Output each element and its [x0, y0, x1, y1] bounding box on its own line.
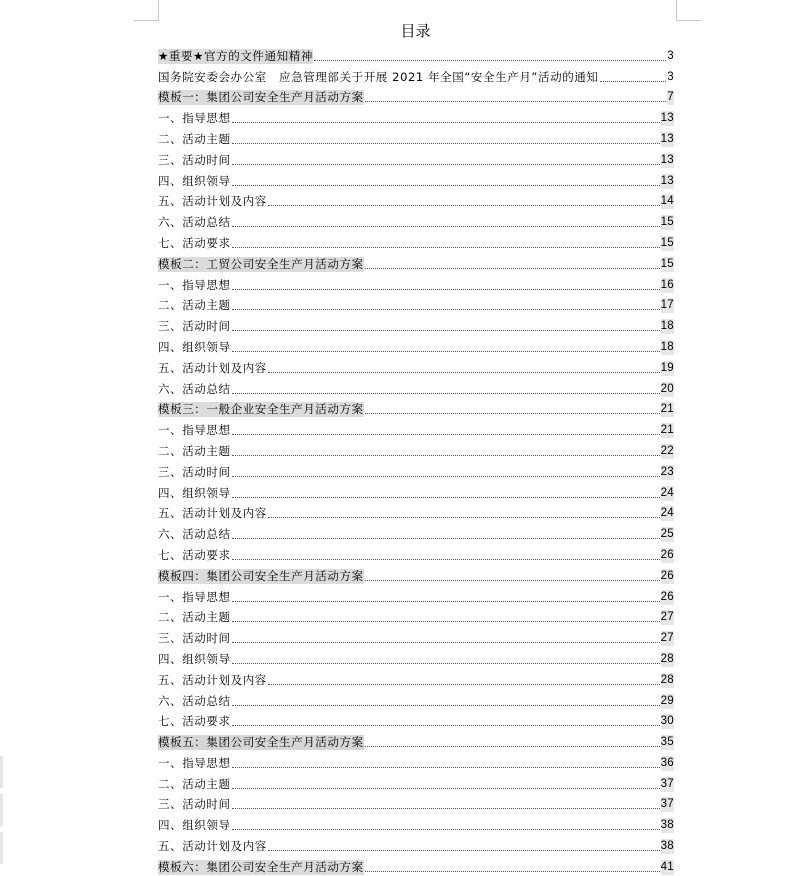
toc-entry[interactable] — [158, 438, 674, 459]
toc-leader-dots — [268, 683, 660, 685]
toc-entry-text: 一、指导思想 — [158, 111, 231, 126]
toc-entry[interactable] — [158, 376, 674, 397]
toc-page-number: 37 — [660, 798, 674, 811]
toc-entry[interactable] — [158, 750, 674, 771]
toc-entry-text: 三、活动时间 — [158, 464, 231, 479]
toc-entry[interactable] — [158, 147, 674, 168]
toc-entry-text: 四、组织领导 — [158, 818, 231, 833]
toc-entry[interactable] — [158, 542, 674, 563]
toc-leader-dots — [232, 807, 660, 809]
toc-entry-text: 四、组织领导 — [158, 173, 231, 188]
toc-page-number: 14 — [660, 195, 674, 208]
toc-page-number: 15 — [660, 216, 674, 229]
toc-page-number: 28 — [660, 652, 674, 665]
toc-entry-text: 五、活动计划及内容 — [158, 194, 267, 209]
toc-leader-dots — [232, 288, 660, 290]
toc-leader-dots — [232, 620, 660, 622]
toc-leader-dots — [268, 371, 660, 373]
toc-page-number: 38 — [660, 840, 674, 853]
toc-entry-text: 四、组织领导 — [158, 485, 231, 500]
toc-page-number: 27 — [660, 632, 674, 645]
toc-entry-text: 六、活动总结 — [158, 381, 231, 396]
toc-entry[interactable] — [158, 521, 674, 542]
toc-title: 目录 — [400, 22, 431, 40]
toc-page-number: 18 — [660, 320, 674, 333]
toc-entry[interactable] — [158, 563, 674, 584]
toc-entry[interactable] — [158, 126, 674, 147]
toc-leader-dots — [232, 766, 660, 768]
toc-leader-dots — [268, 516, 660, 518]
toc-entry[interactable] — [158, 792, 674, 813]
toc-entry[interactable] — [158, 667, 674, 688]
toc-page-number: 25 — [660, 528, 674, 541]
toc-entry-text: 模板三：一般企业安全生产月活动方案 — [158, 402, 364, 417]
toc-page-number: 24 — [660, 507, 674, 520]
toc-leader-dots — [365, 579, 660, 581]
toc-entry-text: 三、活动时间 — [158, 631, 231, 646]
toc-page-number: 28 — [660, 673, 674, 686]
toc-page-number: 29 — [660, 694, 674, 707]
toc-entry[interactable] — [158, 209, 674, 230]
toc-page-number: 22 — [660, 444, 674, 457]
toc-leader-dots — [600, 80, 667, 82]
toc-entry-text: 模板五：集团公司安全生产月活动方案 — [158, 735, 364, 750]
toc-entry-text: 三、活动时间 — [158, 797, 231, 812]
left-edge-marks — [0, 756, 3, 870]
toc-leader-dots — [232, 163, 660, 165]
toc-leader-dots — [268, 204, 660, 206]
toc-page-number: 13 — [660, 153, 674, 166]
toc-page-number: 20 — [660, 382, 674, 395]
toc-leader-dots — [232, 433, 660, 435]
toc-page-number: 13 — [660, 174, 674, 187]
toc-leader-dots — [365, 100, 667, 102]
toc-entry[interactable] — [158, 334, 674, 355]
toc-entry[interactable] — [158, 293, 674, 314]
toc-entry[interactable] — [158, 646, 674, 667]
toc-leader-dots — [365, 870, 660, 872]
toc-entry-text: 七、活动要求 — [158, 235, 231, 250]
toc-leader-dots — [365, 267, 660, 269]
toc-entry[interactable] — [158, 605, 674, 626]
toc-entry[interactable] — [158, 313, 674, 334]
toc-entry-text: 模板一：集团公司安全生产月活动方案 — [158, 90, 364, 105]
toc-entry[interactable] — [158, 501, 674, 522]
toc-page-number: 17 — [660, 299, 674, 312]
toc-leader-dots — [232, 600, 660, 602]
toc-entry[interactable] — [158, 168, 674, 189]
toc-page-number: 26 — [660, 569, 674, 582]
toc-leader-dots — [232, 704, 660, 706]
crop-mark-top-left — [134, 0, 159, 21]
toc-page-number: 41 — [660, 860, 674, 873]
toc-page-number: 36 — [660, 756, 674, 769]
toc-entry-text: 四、组织领导 — [158, 339, 231, 354]
toc-entry-text: 二、活动主题 — [158, 131, 231, 146]
toc-page-number: 15 — [660, 236, 674, 249]
toc-entry-text: 五、活动计划及内容 — [158, 506, 267, 521]
toc-entry[interactable] — [158, 105, 674, 126]
toc-entry-text: 五、活动计划及内容 — [158, 360, 267, 375]
toc-leader-dots — [232, 184, 660, 186]
toc-leader-dots — [232, 392, 660, 394]
toc-entry[interactable] — [158, 85, 674, 106]
toc-page-number: 27 — [660, 611, 674, 624]
toc-page-number: 18 — [660, 340, 674, 353]
toc-entry-text: 七、活动要求 — [158, 547, 231, 562]
edge-mark — [0, 832, 3, 864]
toc-page-number: 15 — [660, 257, 674, 270]
toc-entry-text: 一、指导思想 — [158, 423, 231, 438]
toc-entry[interactable] — [158, 459, 674, 480]
toc-leader-dots — [232, 121, 660, 123]
toc-leader-dots — [232, 828, 660, 830]
toc-leader-dots — [232, 558, 660, 560]
toc-entry[interactable] — [158, 230, 674, 251]
toc-page-number: 26 — [660, 548, 674, 561]
toc-page-number: 37 — [660, 777, 674, 790]
toc-page-number: 13 — [660, 112, 674, 125]
toc-leader-dots — [365, 745, 660, 747]
toc-entry-text: 模板二：工贸公司安全生产月活动方案 — [158, 256, 364, 271]
toc-entry-text: 七、活动要求 — [158, 714, 231, 729]
toc-leader-dots — [232, 329, 660, 331]
toc-entry-text: 五、活动计划及内容 — [158, 839, 267, 854]
toc-leader-dots — [232, 662, 660, 664]
toc-entry-text: 一、指导思想 — [158, 589, 231, 604]
toc-entry[interactable] — [158, 397, 674, 418]
toc-leader-dots — [314, 59, 666, 61]
toc-entry[interactable] — [158, 64, 674, 85]
toc-page-number: 13 — [660, 132, 674, 145]
toc-leader-dots — [232, 308, 660, 310]
toc-entry[interactable] — [158, 688, 674, 709]
toc-leader-dots — [232, 454, 660, 456]
toc-entry-text: 一、指导思想 — [158, 277, 231, 292]
toc-entry[interactable] — [158, 625, 674, 646]
toc-entry-text: 模板六：集团公司安全生产月活动方案 — [158, 859, 364, 874]
toc-entry[interactable] — [158, 480, 674, 501]
toc-entry-text: 模板四：集团公司安全生产月活动方案 — [158, 568, 364, 583]
toc-entry-text: 二、活动主题 — [158, 610, 231, 625]
toc-leader-dots — [232, 350, 660, 352]
toc-entry-text: 一、指导思想 — [158, 755, 231, 770]
toc-entry[interactable] — [158, 854, 674, 875]
toc-leader-dots — [232, 142, 660, 144]
toc-entry-text: 三、活动时间 — [158, 319, 231, 334]
toc-page-number: 7 — [667, 91, 674, 104]
toc-leader-dots — [232, 537, 660, 539]
toc-page-number: 26 — [660, 590, 674, 603]
toc-entry[interactable] — [158, 771, 674, 792]
toc-leader-dots — [232, 225, 660, 227]
toc-leader-dots — [365, 412, 660, 414]
toc-page-number: 3 — [667, 49, 674, 62]
toc-page-number: 38 — [660, 819, 674, 832]
toc-leader-dots — [232, 496, 660, 498]
toc-page-number: 24 — [660, 486, 674, 499]
toc-page-number: 19 — [660, 361, 674, 374]
toc-entry-text: 二、活动主题 — [158, 443, 231, 458]
toc-entry-text: 二、活动主题 — [158, 776, 231, 791]
toc-page-number: 30 — [660, 715, 674, 728]
toc-leader-dots — [232, 641, 660, 643]
toc-entry[interactable] — [158, 43, 674, 64]
toc-entry-text: ★重要★官方的文件通知精神 — [158, 48, 313, 63]
crop-mark-top-right — [676, 0, 701, 21]
toc-entry-text: 三、活动时间 — [158, 152, 231, 167]
toc-leader-dots — [232, 724, 660, 726]
toc-entry[interactable] — [158, 272, 674, 293]
toc-page-number: 21 — [660, 424, 674, 437]
toc-entry-text: 六、活动总结 — [158, 215, 231, 230]
edge-mark — [0, 756, 3, 788]
toc-entry-text: 六、活动总结 — [158, 693, 231, 708]
toc-leader-dots — [232, 246, 660, 248]
edge-mark — [0, 794, 3, 826]
toc-leader-dots — [268, 849, 660, 851]
toc-entry[interactable] — [158, 189, 674, 210]
toc-entry[interactable] — [158, 833, 674, 854]
toc-entry[interactable] — [158, 709, 674, 730]
toc-entry-text: 国务院安委会办公室 应急管理部关于开展 2021 年全国“安全生产月”活动的通知 — [158, 69, 599, 84]
toc-leader-dots — [232, 475, 660, 477]
table-of-contents — [158, 43, 674, 875]
toc-entry-text: 六、活动总结 — [158, 527, 231, 542]
toc-entry[interactable] — [158, 355, 674, 376]
toc-leader-dots — [232, 787, 660, 789]
toc-page-number: 3 — [667, 70, 674, 83]
toc-entry-text: 二、活动主题 — [158, 298, 231, 313]
toc-entry[interactable] — [158, 729, 674, 750]
toc-entry[interactable] — [158, 251, 674, 272]
toc-page-number: 16 — [660, 278, 674, 291]
toc-page-number: 35 — [660, 736, 674, 749]
toc-page-number: 21 — [660, 403, 674, 416]
toc-entry-text: 五、活动计划及内容 — [158, 672, 267, 687]
toc-page-number: 23 — [660, 465, 674, 478]
toc-entry[interactable] — [158, 417, 674, 438]
toc-entry-text: 四、组织领导 — [158, 651, 231, 666]
toc-entry[interactable] — [158, 812, 674, 833]
toc-entry[interactable] — [158, 584, 674, 605]
